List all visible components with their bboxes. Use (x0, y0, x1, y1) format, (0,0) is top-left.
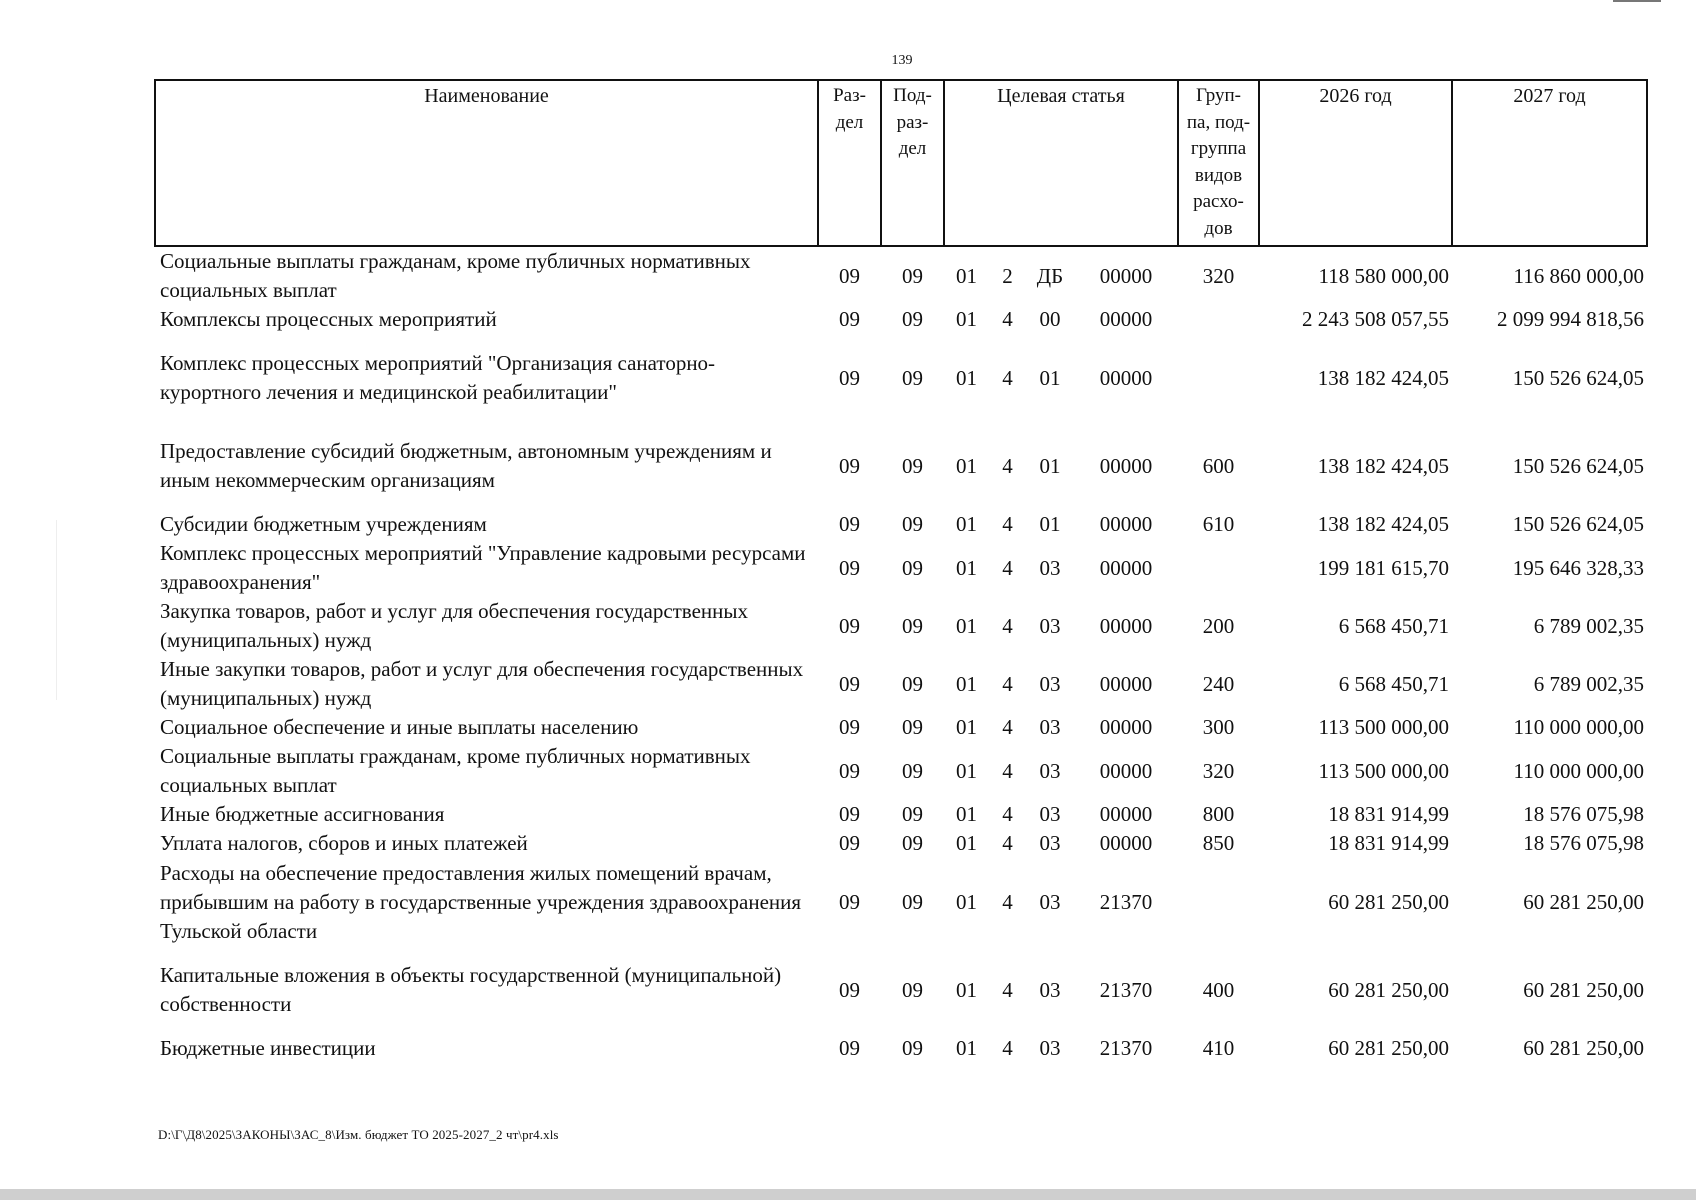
table-row (155, 858, 1647, 946)
cell-amount-2026: 113 500 000,00 (1318, 715, 1449, 739)
cell-amount-2026: 199 181 615,70 (1317, 555, 1449, 580)
cell-subsection: 09 (902, 512, 923, 536)
cell-amount-2026: 138 182 424,05 (1317, 512, 1449, 536)
cell-name: Бюджетные инвестиции (160, 1036, 376, 1060)
header-year-2027: 2027 год (1452, 80, 1647, 246)
cell-section: 09 (839, 831, 860, 855)
cell-target-program: 01 (956, 555, 977, 580)
bottom-scan-edge (0, 1189, 1696, 1200)
cell-target-direction: 00000 (1099, 263, 1153, 288)
cell-section: 09 (839, 555, 860, 580)
cell-amount-2026: 2 243 508 057,55 (1302, 307, 1449, 331)
cell-section: 09 (839, 977, 860, 1002)
cell-amount-2027: 150 526 624,05 (1512, 453, 1644, 478)
cell-section: 09 (839, 802, 860, 826)
cell-section: 09 (839, 613, 860, 638)
cell-subsection: 09 (902, 263, 923, 288)
cell-target-program: 01 (956, 802, 977, 826)
cell-name: Уплата налогов, сборов и иных платежей (160, 831, 528, 855)
table-row (155, 1034, 1647, 1063)
cell-target-direction: 00000 (1099, 512, 1153, 536)
cell-section: 09 (839, 453, 860, 478)
cell-amount-2027: 150 526 624,05 (1512, 365, 1644, 390)
cell-target-type: 4 (1002, 512, 1013, 536)
table-row (155, 510, 1647, 539)
cell-expense-group: 600 (1202, 453, 1235, 478)
cell-amount-2027: 18 576 075,98 (1523, 831, 1644, 855)
cell-name: Иные закупки товаров, работ и услуг для обеспечения государственных (муниципальных) нужд (160, 657, 804, 710)
corner-scan-mark (1613, 0, 1661, 2)
cell-target-type: 4 (1002, 671, 1013, 696)
cell-target-type: 4 (1002, 555, 1013, 580)
cell-amount-2027: 150 526 624,05 (1512, 512, 1644, 536)
cell-name: Капитальные вложения в объекты государственной (муниципальной) собственности (160, 963, 782, 1016)
cell-target-structure: 03 (1039, 1036, 1061, 1060)
cell-expense-group: 610 (1202, 512, 1235, 536)
cell-target-structure: 03 (1039, 977, 1061, 1002)
cell-amount-2027: 195 646 328,33 (1512, 555, 1644, 580)
cell-target-program: 01 (956, 831, 977, 855)
cell-subsection: 09 (902, 831, 923, 855)
scan-artifact-line (56, 520, 57, 700)
cell-name: Субсидии бюджетным учреждениям (160, 512, 487, 536)
cell-name: Комплекс процессных мероприятий "Организация санаторно-курортного лечения и медицинской реабилитации" (160, 351, 716, 404)
table-row (155, 742, 1647, 800)
cell-target-program: 01 (956, 307, 977, 331)
cell-subsection: 09 (902, 453, 923, 478)
cell-target-structure: 00 (1039, 307, 1061, 331)
cell-amount-2026: 18 831 914,99 (1328, 831, 1449, 855)
cell-subsection: 09 (902, 802, 923, 826)
cell-name: Иные бюджетные ассигнования (160, 802, 445, 826)
table-body (155, 246, 1647, 1063)
cell-expense-group (1178, 334, 1259, 422)
cell-expense-group (1178, 539, 1259, 597)
cell-target-program: 01 (956, 889, 977, 914)
cell-section: 09 (839, 263, 860, 288)
cell-amount-2026: 6 568 450,71 (1338, 671, 1449, 696)
cell-subsection: 09 (902, 977, 923, 1002)
cell-expense-group: 200 (1202, 613, 1235, 638)
cell-target-type: 4 (1002, 365, 1013, 390)
table-header-row (155, 80, 1647, 246)
cell-expense-group: 800 (1202, 802, 1235, 826)
cell-target-type: 4 (1002, 613, 1013, 638)
cell-target-structure: ДБ (1036, 263, 1064, 288)
cell-name: Расходы на обеспечение предоставления жилых помещений врачам, прибывшим на работу в государственные учреждения здравоохранения Тульской области (160, 860, 802, 943)
cell-subsection: 09 (902, 613, 923, 638)
cell-amount-2026: 138 182 424,05 (1317, 453, 1449, 478)
cell-amount-2027: 60 281 250,00 (1523, 889, 1644, 914)
cell-section: 09 (839, 889, 860, 914)
cell-name: Социальное обеспечение и иные выплаты населению (160, 715, 639, 739)
cell-target-direction: 00000 (1099, 802, 1153, 826)
cell-target-structure: 03 (1039, 715, 1061, 739)
cell-amount-2027: 2 099 994 818,56 (1497, 307, 1644, 331)
cell-amount-2027: 110 000 000,00 (1513, 758, 1644, 783)
cell-amount-2026: 138 182 424,05 (1317, 365, 1449, 390)
cell-amount-2026: 60 281 250,00 (1328, 889, 1449, 914)
cell-amount-2026: 113 500 000,00 (1318, 758, 1449, 783)
cell-name: Предоставление субсидий бюджетным, автономным учреждениям и иным некоммерческим организациям (160, 439, 772, 492)
table-row (155, 305, 1647, 334)
cell-expense-group: 320 (1202, 263, 1235, 288)
cell-subsection: 09 (902, 758, 923, 783)
cell-target-program: 01 (956, 453, 977, 478)
table-row (155, 800, 1647, 829)
table-row (155, 829, 1647, 858)
cell-target-type: 4 (1002, 307, 1013, 331)
cell-target-structure: 01 (1039, 365, 1061, 390)
cell-target-structure: 01 (1039, 453, 1061, 478)
table-row (155, 713, 1647, 742)
cell-name: Закупка товаров, работ и услуг для обеспечения государственных (муниципальных) нужд (160, 599, 749, 652)
cell-expense-group (1178, 305, 1259, 334)
cell-target-structure: 03 (1039, 831, 1061, 855)
cell-target-structure: 01 (1039, 512, 1061, 536)
cell-target-direction: 00000 (1099, 365, 1153, 390)
header-name: Наименование (155, 80, 818, 246)
cell-target-program: 01 (956, 263, 977, 288)
cell-target-program: 01 (956, 512, 977, 536)
cell-expense-group: 300 (1202, 715, 1235, 739)
cell-target-type: 4 (1002, 831, 1013, 855)
cell-target-structure: 03 (1039, 889, 1061, 914)
cell-section: 09 (839, 307, 860, 331)
cell-amount-2026: 18 831 914,99 (1328, 802, 1449, 826)
cell-amount-2027: 6 789 002,35 (1533, 671, 1644, 696)
table-row (155, 597, 1647, 655)
cell-amount-2027: 60 281 250,00 (1523, 1036, 1644, 1060)
cell-target-direction: 00000 (1099, 613, 1153, 638)
cell-section: 09 (839, 512, 860, 536)
cell-name: Социальные выплаты гражданам, кроме публичных нормативных социальных выплат (160, 744, 751, 797)
cell-target-direction: 21370 (1099, 889, 1153, 914)
cell-name: Комплекс процессных мероприятий "Управление кадровыми ресурсами здравоохранения" (160, 541, 806, 594)
table-row (155, 422, 1647, 510)
cell-target-direction: 21370 (1099, 977, 1153, 1002)
cell-target-direction: 00000 (1099, 555, 1153, 580)
cell-section: 09 (839, 715, 860, 739)
cell-target-structure: 03 (1039, 802, 1061, 826)
cell-expense-group: 410 (1202, 1036, 1235, 1060)
cell-amount-2026: 6 568 450,71 (1338, 613, 1449, 638)
cell-target-structure: 03 (1039, 613, 1061, 638)
table-row (155, 946, 1647, 1034)
cell-subsection: 09 (902, 365, 923, 390)
cell-amount-2027: 6 789 002,35 (1533, 613, 1644, 638)
table-row (155, 539, 1647, 597)
cell-target-direction: 00000 (1099, 831, 1153, 855)
cell-target-program: 01 (956, 1036, 977, 1060)
cell-amount-2027: 18 576 075,98 (1523, 802, 1644, 826)
cell-target-program: 01 (956, 365, 977, 390)
cell-target-direction: 00000 (1099, 453, 1153, 478)
cell-expense-group: 400 (1202, 977, 1235, 1002)
table-row (155, 334, 1647, 422)
cell-subsection: 09 (902, 307, 923, 331)
cell-section: 09 (839, 1036, 860, 1060)
cell-target-program: 01 (956, 613, 977, 638)
cell-amount-2026: 60 281 250,00 (1328, 1036, 1449, 1060)
cell-target-direction: 00000 (1099, 715, 1153, 739)
cell-name: Социальные выплаты гражданам, кроме публичных нормативных социальных выплат (160, 249, 751, 302)
table-row (155, 246, 1647, 305)
cell-target-program: 01 (956, 671, 977, 696)
cell-amount-2026: 60 281 250,00 (1328, 977, 1449, 1002)
cell-amount-2027: 60 281 250,00 (1523, 977, 1644, 1002)
cell-section: 09 (839, 365, 860, 390)
cell-target-program: 01 (956, 977, 977, 1002)
cell-target-direction: 00000 (1099, 671, 1153, 696)
cell-subsection: 09 (902, 671, 923, 696)
header-expense-group: Груп- па, под- группа видов расхо- дов (1178, 80, 1259, 246)
cell-target-direction: 00000 (1099, 758, 1153, 783)
cell-target-type: 4 (1002, 802, 1013, 826)
cell-target-type: 4 (1002, 1036, 1013, 1060)
cell-name: Комплексы процессных мероприятий (160, 307, 497, 331)
budget-table (154, 79, 1648, 1063)
cell-section: 09 (839, 671, 860, 696)
cell-target-type: 4 (1002, 977, 1013, 1002)
cell-section: 09 (839, 758, 860, 783)
cell-target-type: 4 (1002, 889, 1013, 914)
cell-expense-group: 240 (1202, 671, 1235, 696)
cell-target-direction: 21370 (1099, 1036, 1153, 1060)
cell-subsection: 09 (902, 1036, 923, 1060)
cell-target-type: 4 (1002, 453, 1013, 478)
cell-target-program: 01 (956, 758, 977, 783)
cell-target-structure: 03 (1039, 758, 1061, 783)
cell-subsection: 09 (902, 889, 923, 914)
cell-target-direction: 00000 (1099, 307, 1153, 331)
cell-target-structure: 03 (1039, 671, 1061, 696)
file-path-footer: D:\Г\Д8\2025\ЗАКОНЫ\ЗАС_8\Изм. бюджет ТО 2025-2027_2 чт\pr4.xls (158, 1127, 559, 1142)
cell-subsection: 09 (902, 715, 923, 739)
table-row (155, 655, 1647, 713)
header-subsection: Под- раз- дел (881, 80, 944, 246)
cell-target-type: 4 (1002, 715, 1013, 739)
cell-subsection: 09 (902, 555, 923, 580)
cell-amount-2027: 116 860 000,00 (1513, 263, 1644, 288)
cell-target-program: 01 (956, 715, 977, 739)
cell-expense-group: 320 (1202, 758, 1235, 783)
cell-expense-group: 850 (1202, 831, 1235, 855)
cell-expense-group (1178, 858, 1259, 946)
cell-amount-2027: 110 000 000,00 (1513, 715, 1644, 739)
cell-target-type: 2 (1002, 263, 1013, 288)
cell-target-type: 4 (1002, 758, 1013, 783)
page-number: 139 (891, 53, 913, 68)
cell-target-structure: 03 (1039, 555, 1061, 580)
header-section: Раз- дел (818, 80, 881, 246)
header-year-2026: 2026 год (1259, 80, 1452, 246)
cell-amount-2026: 118 580 000,00 (1318, 263, 1449, 288)
header-target-item: Целевая статья (944, 80, 1178, 246)
